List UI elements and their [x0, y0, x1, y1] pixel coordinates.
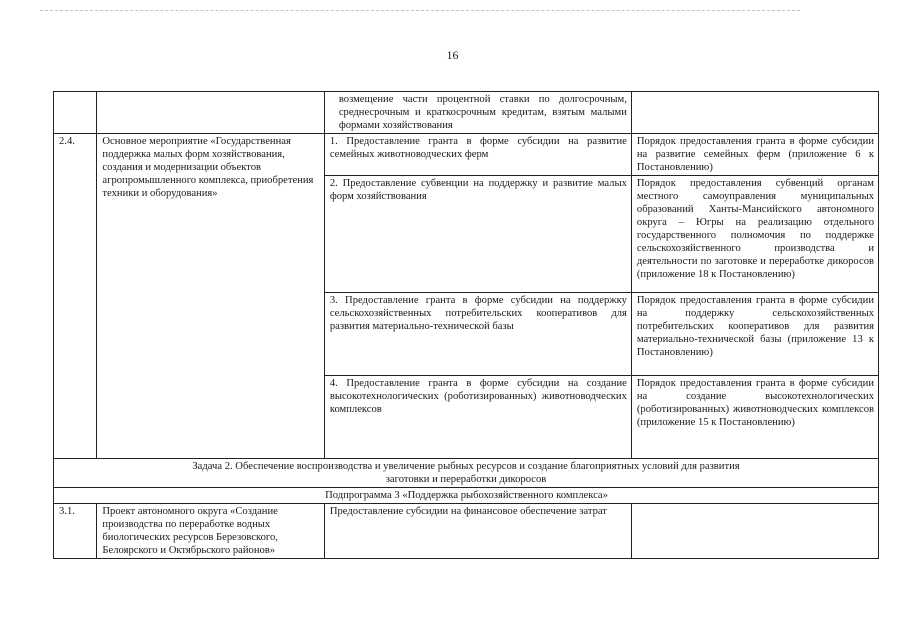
table-row-task	[54, 459, 879, 488]
table-cell-order: Порядок предоставления гранта в форме субсидии на поддержку сельскохозяйственных потребительских кооперативов для развития материально-технической базы (приложение 13 к Постановлению)	[631, 293, 878, 376]
table-cell-name: возмещение части процентной ставки по долгосрочным, среднесрочным и краткосрочным кредитам, взятым малыми формами хозяйствования	[324, 92, 631, 134]
page-number: 16	[446, 48, 459, 62]
table-cell-order	[631, 504, 878, 559]
table-cell-name: 3. Предоставление гранта в форме субсидии на поддержку сельскохозяйственных потребительских кооперативов для развития материально-технической базы	[324, 293, 631, 376]
table-cell-name: Предоставление субсидии на финансовое обеспечение затрат	[324, 504, 631, 559]
subprogram-heading: Подпрограмма 3 «Поддержка рыбохозяйственного комплекса»	[54, 488, 879, 504]
table-cell-event: Основное мероприятие «Государственная поддержка малых форм хозяйствования, создания и модернизации объектов агропромышленного комплекса, приобретения техники и оборудования»	[97, 134, 324, 459]
table-cell-order: Порядок предоставления субвенций органам местного самоуправления муниципальных образований Ханты-Мансийского автономного округа – Югры на реализацию отдельного государственного полномочия по поддержке сельскохозяйственного производства и деятельности по заготовке и переработке дикоросов (приложение 18 к Постановлению)	[631, 176, 878, 293]
table-cell-number	[54, 92, 97, 134]
task-heading: Задача 2. Обеспечение воспроизводства и увеличение рыбных ресурсов и создание благоприятных условий для развития заготовки и переработки дикоросов	[54, 459, 879, 488]
table-cell-number: 3.1.	[54, 504, 97, 559]
table-cell-name: 2. Предоставление субвенции на поддержку и развитие малых форм хозяйствования	[324, 176, 631, 293]
table-row	[54, 504, 879, 559]
table-cell-event	[97, 92, 324, 134]
table-cell-order	[631, 92, 878, 134]
table-cell-event: Проект автономного округа «Создание производства по переработке водных биологических ресурсов Березовского, Белоярского и Октябрьского районов»	[97, 504, 324, 559]
table-row	[54, 134, 879, 176]
table-cell-order: Порядок предоставления гранта в форме субсидии на развитие семейных ферм (приложение 6 к Постановлению)	[631, 134, 878, 176]
table-cell-order: Порядок предоставления гранта в форме субсидии на создание высокотехнологических (роботизированных) животноводческих комплексов (приложение 15 к Постановлению)	[631, 376, 878, 459]
table-cell-name: 4. Предоставление гранта в форме субсидии на создание высокотехнологических (роботизированных) животноводческих комплексов	[324, 376, 631, 459]
table-cell-name: 1. Предоставление гранта в форме субсидии на развитие семейных животноводческих ферм	[324, 134, 631, 176]
scan-edge-line	[40, 10, 800, 11]
table-row	[54, 92, 879, 134]
program-table	[53, 91, 879, 559]
table-row-subprogram	[54, 488, 879, 504]
table-cell-number: 2.4.	[54, 134, 97, 459]
